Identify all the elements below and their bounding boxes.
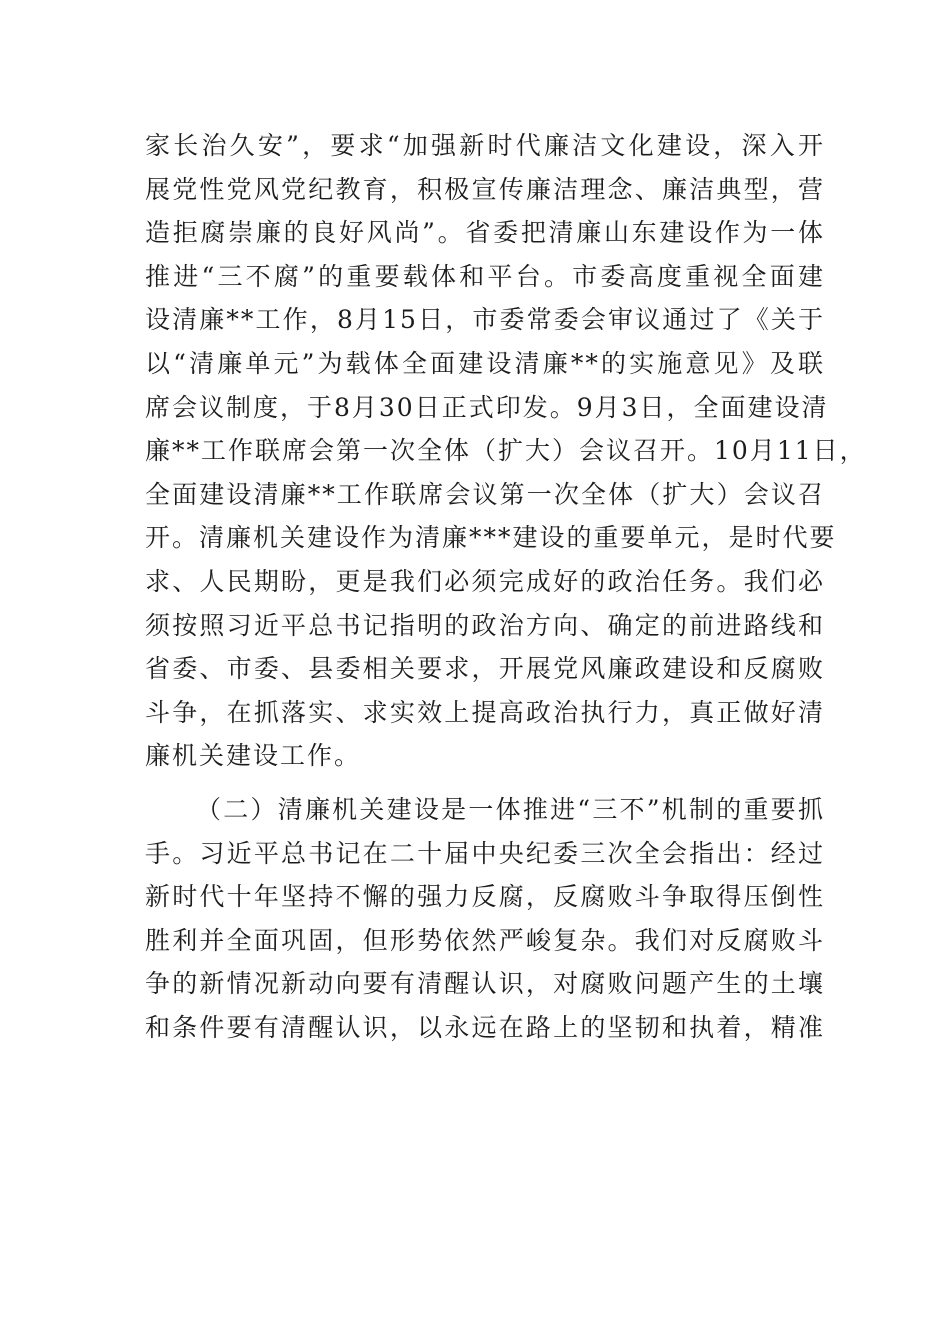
text-line: 展党性党风党纪教育，积极宣传廉洁理念、廉洁典型，营 [145,174,825,204]
paragraph-1 [145,124,867,778]
text-line: 手。习近平总书记在二十届中央纪委三次全会指出：经过 [145,838,825,868]
document-body [145,124,867,1049]
text-line: 须按照习近平总书记指明的政治方向、确定的前进路线和 [145,610,825,640]
text-line: 开。清廉机关建设作为清廉***建设的重要单元，是时代要 [145,523,837,553]
text-line: 新时代十年坚持不懈的强力反腐，反腐败斗争取得压倒性 [145,882,825,912]
text-line: 以“清廉单元”为载体全面建设清廉**的实施意见》及联 [145,348,825,378]
text-line: 席会议制度，于8月30日正式印发。9月3日，全面建设清 [145,392,829,422]
text-line: 争的新情况新动向要有清醒认识，对腐败问题产生的土壤 [145,969,825,999]
text-line: 斗争，在抓落实、求实效上提高政治执行力，真正做好清 [145,697,825,727]
paragraph-spacer [145,778,825,788]
text-line: 廉机关建设工作。 [145,741,362,771]
text-line: 求、人民期盼，更是我们必须完成好的政治任务。我们必 [145,566,825,596]
text-line: 全面建设清廉**工作联席会议第一次全体（扩大）会议召 [145,479,825,509]
paragraph-2 [145,788,825,1050]
text-line: 推进“三不腐”的重要载体和平台。市委高度重视全面建 [145,261,825,291]
text-line: 设清廉**工作，8月15日，市委常委会审议通过了《关于 [145,305,825,335]
text-line: （二）清廉机关建设是一体推进“三不”机制的重要抓 [196,794,825,824]
text-line: 造拒腐崇廉的良好风尚”。省委把清廉山东建设作为一体 [145,218,825,248]
text-line: 省委、市委、县委相关要求，开展党风廉政建设和反腐败 [145,654,825,684]
text-line: 胜利并全面巩固，但形势依然严峻复杂。我们对反腐败斗 [145,925,825,955]
text-line: 廉**工作联席会第一次全体（扩大）会议召开。10月11日， [145,436,867,466]
text-line: 和条件要有清醒认识，以永远在路上的坚韧和执着，精准 [145,1012,825,1042]
text-line: 家长治久安”，要求“加强新时代廉洁文化建设，深入开 [145,131,825,160]
